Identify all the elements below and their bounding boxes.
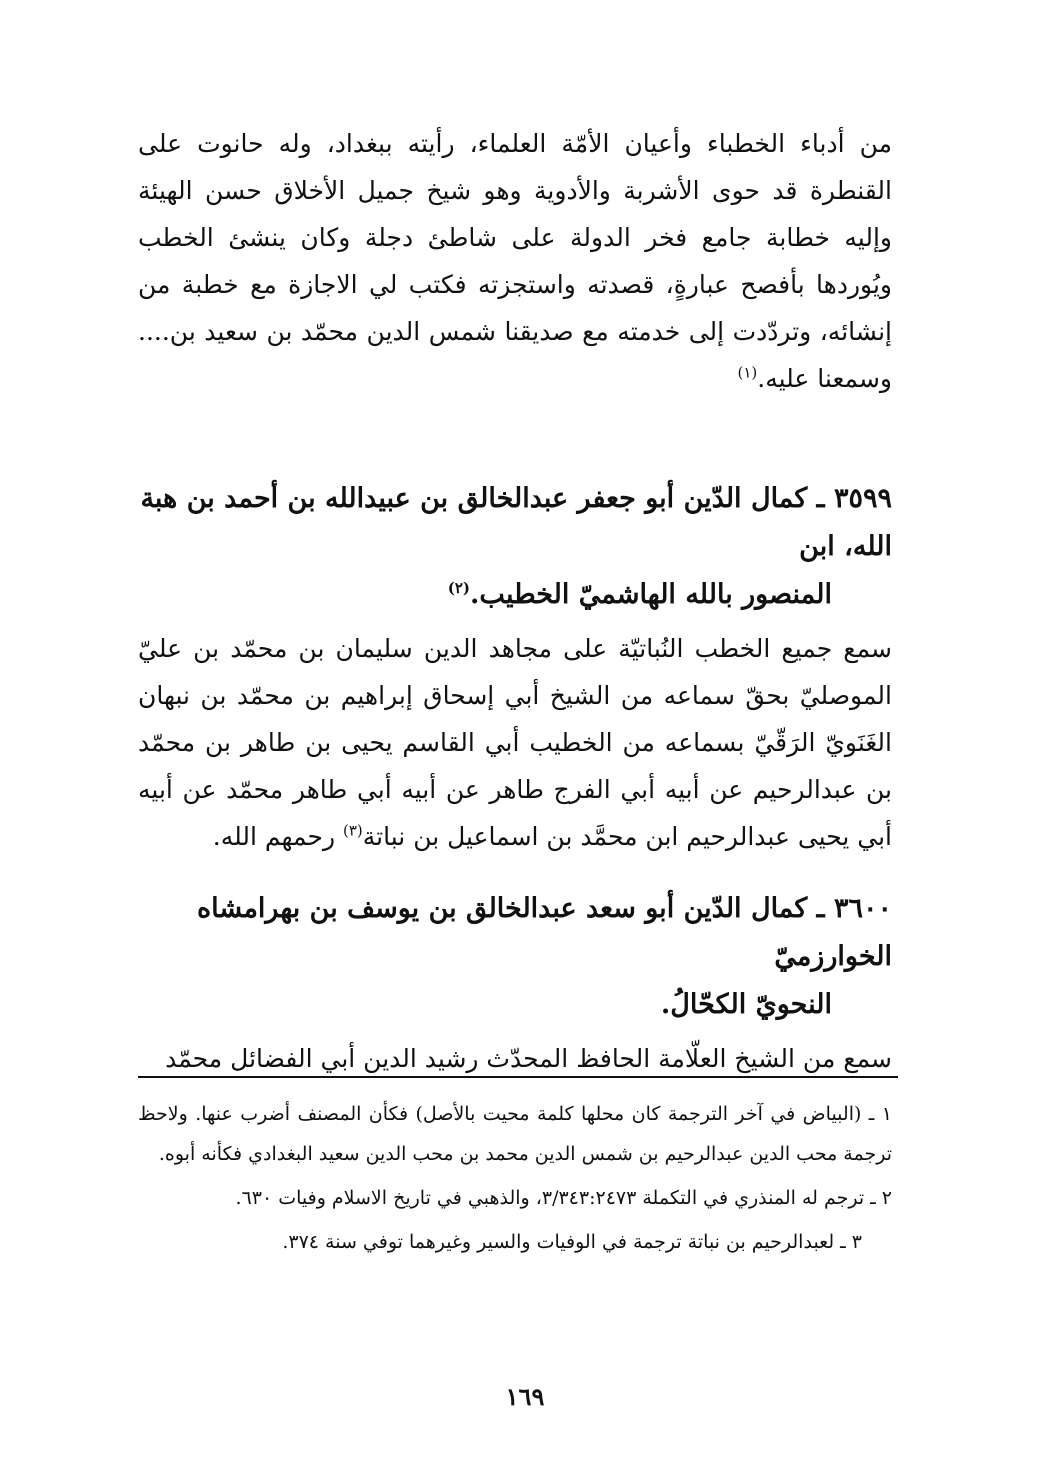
entry-3600-body: سمع من الشيخ العلّامة الحافظ المحدّث رشيد الدين أبي الفضائل محمّد — [165, 1044, 892, 1073]
entry-3600-heading-line1: ٣٦٠٠ ـ كمال الدّين أبو سعد عبدالخالق بن يوسف بن بهرامشاه الخوارزميّ — [197, 893, 892, 972]
entry-3600-heading — [138, 885, 892, 1029]
footnotes — [138, 1094, 892, 1262]
entry-3599 — [138, 475, 892, 860]
page-number: ١٦٩ — [505, 1382, 545, 1411]
footnote-ref-3: (٣) — [342, 821, 363, 840]
entry-3600-heading-line2: النحويّ الكحّالُ. — [660, 989, 832, 1020]
entry-3599-body: سمع جميع الخطب النُباتيّة على مجاهد الدين سليمان بن محمّد بن عليّ الموصليّ بحقّ سماعه من الشيخ أبي إسحاق إبراهيم بن محمّد بن نبهان الغَنَويّ الرَقّيّ بسماعه من الخطيب أبي القاسم يحيى بن طاهر بن محمّد بن عبدالرحيم عن أبيه أبي الفرج طاهر عن أبيه أبي طاهر محمّد عن أبيه أبي يحيى عبدالرحيم ابن محمَّد بن اسماعيل بن نباتة$^{(٣)}$ رحمهم الله. — [138, 634, 892, 851]
entry-3599-heading-line2: المنصور بالله الهاشميّ الخطيب.$^{(٢)}$ — [447, 579, 832, 610]
entry-3599-heading-line1: ٣٥٩٩ ـ كمال الدّين أبو جعفر عبدالخالق بن عبيدالله بن أحمد بن هبة الله، ابن — [140, 483, 892, 562]
footnote-2: ٢ ـ ترجم له المنذري في التكملة ٣/٣٤٣:٢٤٧٣، والذهبي في تاريخ الاسلام وفيات ٦٣٠. — [235, 1187, 892, 1209]
footnote-3: ٣ ـ لعبدالرحيم بن نباتة ترجمة في الوفيات والسير وغيرهما توفي سنة ٣٧٤. — [282, 1231, 862, 1253]
footnote-separator — [138, 1076, 898, 1078]
entry-previous — [138, 120, 892, 402]
entry-3600 — [138, 885, 892, 1082]
entry-3599-heading — [138, 475, 892, 619]
footnote-ref-2: (٢) — [447, 579, 471, 597]
entry-previous-text: من أدباء الخطباء وأعيان الأمّة العلماء، رأيته ببغداد، وله حانوت على القنطرة قد حوى الأشربة والأدوية وهو شيخ جميل الأخلاق حسن الهيئة وإليه خطابة جامع فخر الدولة على شاطئ دجلة وكان ينشئ الخطب ويُوردها بأفصح عبارةٍ، قصدته واستجزته فكتب لي الاجازة مع خطبة من إنشائه، وتردّدت إلى خدمته مع صديقنا شمس الدين محمّد بن سعيد بن.... وسمعنا عليه.$^{(١)}$ — [138, 129, 892, 393]
footnote-1: ١ ـ (البياض في آخر الترجمة كان محلها كلمة محيت بالأصل) فكأن المصنف أضرب عنها. ولاحظ ترجمة محب الدين عبدالرحيم بن شمس الدين محمد بن محب الدين سعيد البغدادي فكأنه أبوه. — [138, 1103, 892, 1165]
footnote-ref-1: (١) — [737, 363, 758, 382]
